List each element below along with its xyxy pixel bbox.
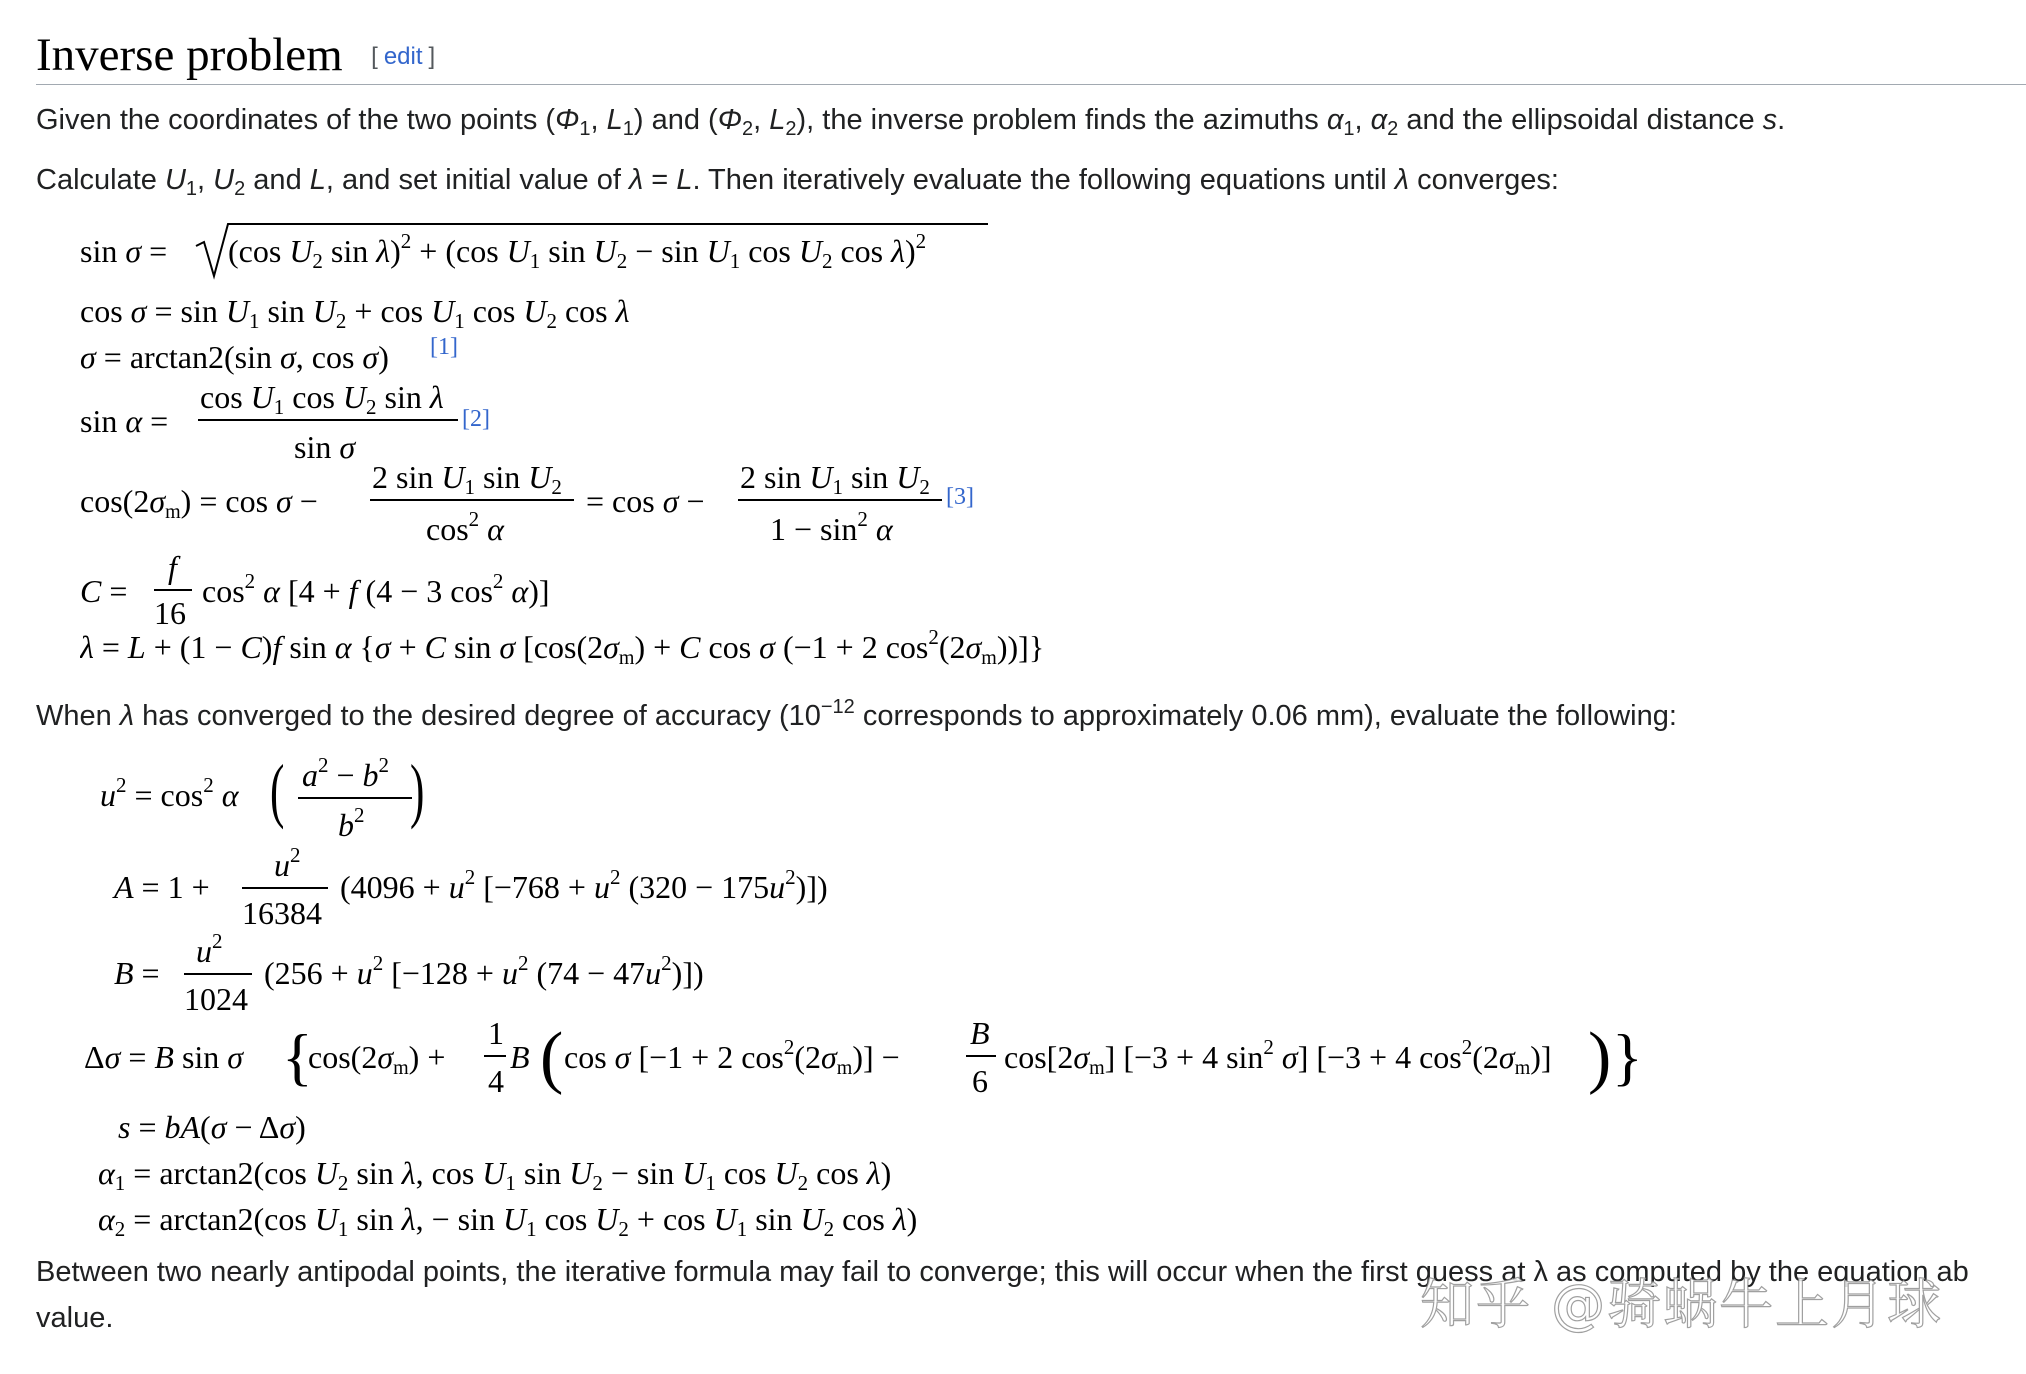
antipodal-paragraph-line1: Between two nearly antipodal points, the iterative formula may fail to converge; this will occur when the first guess at λ as computed by the equation ab [36,1256,1969,1288]
edit-link[interactable]: edit [383,43,423,70]
svg-text:λ = L + (1 − C)f sin α {σ + C: λ = L + (1 − C)f sin α {σ + C sin σ [cos(2σm) + C cos σ (−1 + 2 $\cos^2(2\sigma m)$)]} [80,625,1045,669]
svg-text:B: B [970,1015,990,1051]
zhihu-watermark: 知乎 @骑蜗牛上月球 [1420,1273,1944,1336]
iterative-equations [80,218,1280,683]
section-heading [36,26,2026,85]
svg-text:(: ( [270,749,285,830]
antipodal-paragraph-line2: value. [36,1302,114,1334]
ref-2: [2] [462,406,490,432]
svg-text:(256 + u2 [−128 + u2 (74 − 47u: ($256 + u^2$ [$-128 + u^2$ $(74 - 47u^2)$]) [264,951,704,991]
svg-text:1 − sin2 α: $1 - \sin^2 \alpha$ [770,507,893,547]
ref-3: [3] [946,484,974,510]
svg-text:σ = arctan2(sin σ, cos σ): σ = arctan2(sin σ, cos σ) [80,339,389,375]
svg-text:A = 1 +: A = 1 + [114,869,210,905]
svg-text:Δσ = B sin σ: Δσ = B sin σ [84,1039,244,1075]
svg-text:16384: 16384 [242,895,322,931]
svg-text:(4096 + u2 [−768 + u2 (320 − 1: ($4096 + u^2$ [$-768 + u^2$ $(320 - 175u^2)$]) [340,865,828,905]
svg-text:sin σ: sin σ [294,429,356,465]
svg-text:}: } [1612,1021,1643,1092]
svg-text:s = bA(σ − Δσ): s = bA(σ − Δσ) [118,1109,306,1145]
svg-text:u2: $u^2$ [196,929,223,969]
svg-text:b2: $b^2$ [338,803,365,843]
svg-text:B =: B = [114,955,160,991]
svg-text:cos(2σm) = cos σ −: cos(2σm) = cos σ − [80,483,318,523]
svg-text:cos(2σm) +: cos(2σm) + [308,1039,446,1079]
svg-text:2 sin U1 sin U2: 2 sin U1 sin U2 [740,459,930,499]
svg-text:{: { [282,1021,313,1092]
svg-text:sin α =: sin α = [80,403,169,439]
intro-paragraph: Given the coordinates of the two points ($\Phi_1$, $L_1$) and ($\Phi_2$, $L_2$), the inverse problem finds the azimuths $\alpha_1$, $\alpha_2$ and the ellipsoidal distance s. [36,104,1786,140]
svg-text:(: ( [540,1019,564,1096]
svg-text:C =: C = [80,573,128,609]
svg-text:): ) [409,749,425,830]
svg-text:cos σ [−1 + 2 cos2(2σm)] −: cos σ [−1 + 2 $\cos^2(2\sigma m)$] − [564,1035,900,1079]
final-equations [84,748,1734,1253]
svg-text:B: B [510,1039,530,1075]
ref-1: [1] [430,334,458,360]
svg-text:cos[2σm] [−3 + 4 sin2 σ] [−3 +: cos[2σm] [−3 + 4 $\sin^2 \sigma$] [−3 + 4 $\cos^2(2\sigma m)$] [1004,1035,1552,1079]
edit-section: [ edit ] [371,43,436,70]
svg-text:a2 − b2: $a^2 - b^2$ [302,753,390,793]
svg-text:4: 4 [488,1063,504,1099]
svg-text:cos2 α: $\cos^2 \alpha$ [426,507,504,547]
svg-text:α1 = arctan2(cos U2 sin λ, cos: α1 = arctan2(cos U2 sin λ, cos U1 sin U2 − sin U1 cos U2 cos λ) [98,1155,892,1195]
svg-text:1024: 1024 [184,981,248,1017]
svg-text:sin σ =: sin σ = [80,233,168,269]
svg-text:cos2 α [4 + f (4 − 3 cos2 α)]: $\cos^2 \alpha$ [4 + f (4 − 3 $\cos^2 \alpha$)] [202,569,550,609]
svg-text:16: 16 [154,595,186,631]
svg-text:2 sin U1 sin U2: 2 sin U1 sin U2 [372,459,562,499]
svg-text:= cos σ −: = cos σ − [586,483,705,519]
svg-text:α2 = arctan2(cos U1 sin λ, − s: α2 = arctan2(cos U1 sin λ, − sin U1 cos U2 + cos U1 sin U2 cos λ) [98,1201,918,1241]
svg-text:(cos U2 sin λ)2 + (cos U1 sin: (cos U2 sin λ)$^2$ + (cos U1 sin U2 − sin U1 cos U2 cos λ)$^2$ [228,229,927,273]
svg-text:u2: $u^2$ [274,843,301,883]
svg-text:cos σ = sin U1 sin U2 + cos U1: cos σ = sin U1 sin U2 + cos U1 cos U2 cos λ [80,293,630,333]
section-title: Inverse problem [36,29,343,81]
svg-text:f: f [168,549,177,585]
svg-text:6: 6 [972,1063,988,1099]
svg-text:): ) [1588,1019,1612,1096]
svg-text:cos U1 cos U2 sin λ: cos U1 cos U2 sin λ [200,379,444,419]
converged-paragraph: When λ has converged to the desired degree of accuracy ($10^{-12}$ corresponds to approximately 0.06 mm), evaluate the following: [36,696,1677,732]
svg-text:u2 = cos2 α: $u^2 = \cos^2 \alpha$ [100,773,239,813]
calculate-paragraph: Calculate $U_1$, $U_2$ and L, and set initial value of λ = L. Then iteratively evaluate the following equations until λ converges: [36,164,1559,200]
svg-text:1: 1 [488,1015,504,1051]
